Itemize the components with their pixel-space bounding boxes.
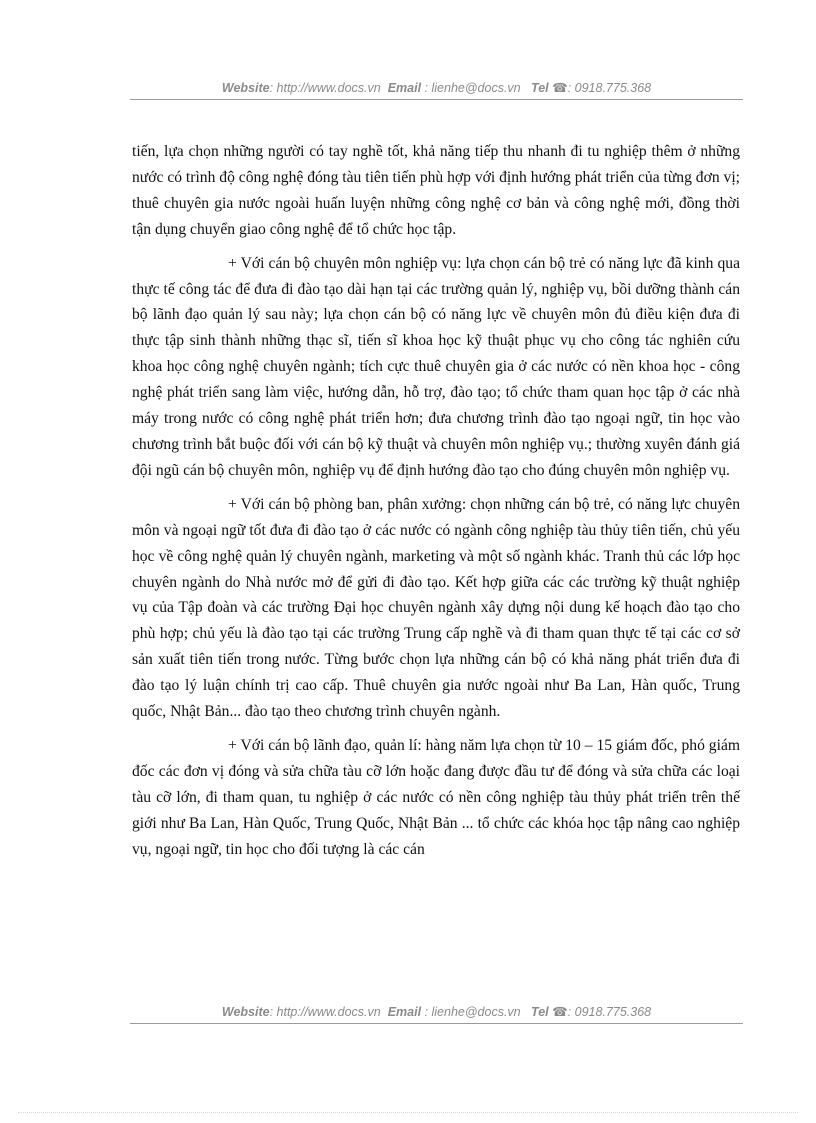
footer-email-value: : lienhe@docs.vn [424,1005,521,1019]
header-website-url: : http://www.docs.vn [269,81,381,95]
header-divider [130,99,743,100]
paragraph-department-staff: + Với cán bộ phòng ban, phân xưởng: chọn những cán bộ trẻ, có năng lực chuyên môn và ngoại ngữ tốt đưa đi đào tạo ở các nước có ngành công nghiệp tàu thủy tiên tiến, chủ yếu học về công nghệ quản lý chuyên ngành, marketing và một số ngành khác. Tranh thủ các lớp học chuyên ngành do Nhà nước mở để gửi đi đào tạo. Kết hợp giữa các các trường kỹ thuật nghiệp vụ của Tập đoàn và các trường Đại học chuyên ngành xây dựng nội dung kế hoạch đào tạo cho phù hợp; chủ yếu là đào tạo tại các trường Trung cấp nghề và đi tham quan thực tế tại các cơ sở sản xuất tiên tiến trong nước. Từng bước chọn lựa những cán bộ có khả năng phát triển đưa đi đào tạo lý luận chính trị cao cấp. Thuê chuyên gia nước ngoài như Ba Lan, Hàn quốc, Trung quốc, Nhật Bản... đào tạo theo chương trình chuyên ngành. [132,495,740,721]
header-email-label: Email [387,81,422,95]
page-header [130,80,743,95]
footer-divider [130,1023,743,1024]
header-tel-value: ☎: 0918.775.368 [552,81,652,95]
footer-website-url: : http://www.docs.vn [269,1005,381,1019]
footer-website-label: Website [221,1005,270,1019]
page-edge-dotted-line [18,1112,798,1113]
footer-tel-label: Tel [531,1005,549,1019]
header-email-value: : lienhe@docs.vn [424,81,521,95]
header-website-label: Website [221,81,270,95]
paragraph-specialist-staff: + Với cán bộ chuyên môn nghiệp vụ: lựa chọn cán bộ trẻ có năng lực đã kinh qua thực tế công tác để đưa đi đào tạo dài hạn tại các trường quản lý, nghiệp vụ, bồi dưỡng thành cán bộ lãnh đạo quản lý sau này; lựa chọn cán bộ có năng lực về chuyên môn đủ điều kiện đưa đi thực tập sinh thành những thạc sĩ, tiến sĩ khoa học kỹ thuật phục vụ cho công tác nghiên cứu khoa học công nghệ chuyên ngành; tích cực thuê chuyên gia ở các nước có nền khoa học - công nghệ phát triển sang làm việc, hướng dẫn, hỗ trợ, đào tạo; tổ chức tham quan học tập ở các nhà máy trong nước có công nghệ phát triển hơn; đưa chương trình đào tạo ngoại ngữ, tin học vào chương trình bắt buộc đối với cán bộ kỹ thuật và chuyên môn nghiệp vụ.; thường xuyên đánh giá đội ngũ cán bộ chuyên môn, nghiệp vụ để định hướng đào tạo cho đúng chuyên môn nghiệp vụ. [132,254,740,479]
paragraph-continuation: tiến, lựa chọn những người có tay nghề tốt, khả năng tiếp thu nhanh đi tu nghiệp thêm ở những nước có trình độ công nghệ đóng tàu tiên tiến phù hợp với định hướng phát triển của từng đơn vị; thuê chuyên gia nước ngoài huấn luyện những công nghệ cơ bản và công nghệ mới, đồng thời tận dụng chuyển giao công nghệ để tổ chức học tập. [132,143,740,238]
header-tel-label: Tel [531,81,549,95]
footer-tel-value: ☎: 0918.775.368 [552,1005,652,1019]
document-body [132,139,740,862]
footer-email-label: Email [387,1005,422,1019]
paragraph-leadership-staff: + Với cán bộ lãnh đạo, quản lí: hàng năm lựa chọn từ 10 – 15 giám đốc, phó giám đốc các đơn vị đóng và sửa chữa tàu cỡ lớn hoặc đang được đầu tư để đóng và sửa chữa các loại tàu cỡ lớn, đi tham quan, tu nghiệp ở các nước có nền công nghiệp tàu thủy phát triển trên thế giới như Ba Lan, Hàn Quốc, Trung Quốc, Nhật Bản ... tổ chức các khóa học tập nâng cao nghiệp vụ, ngoại ngữ, tin học cho đối tượng là các cán [132,736,740,858]
page-footer [130,1004,743,1019]
